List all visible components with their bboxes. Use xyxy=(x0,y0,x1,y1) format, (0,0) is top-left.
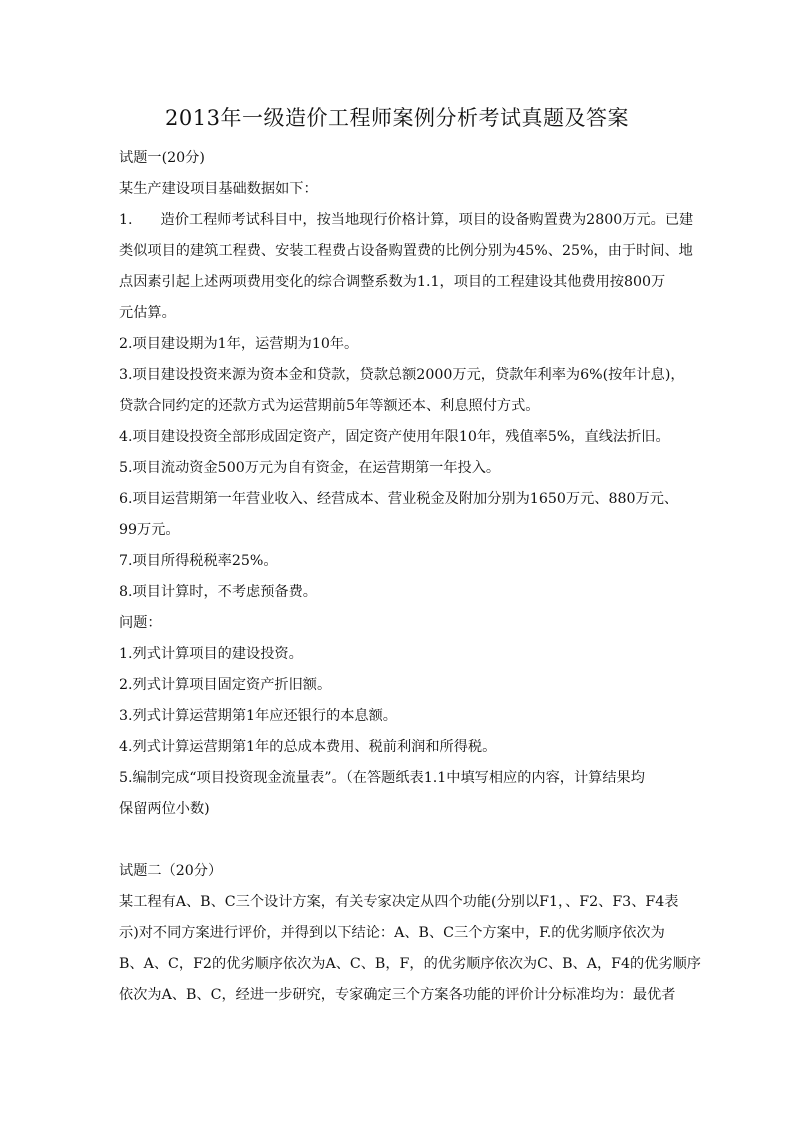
paragraph-line: 5.项目流动资金500万元为自有资金，在运营期第一年投入。 xyxy=(119,460,501,476)
question-item: 3.列式计算运营期第1年应还银行的本息额。 xyxy=(119,708,397,724)
section-heading-1: 试题一(20分) xyxy=(119,150,205,166)
paragraph-line: 8.项目计算时，不考虑预备费。 xyxy=(119,584,317,600)
paragraph-line: 点因素引起上述两项费用变化的综合调整系数为1.1，项目的工程建设其他费用按800万 xyxy=(119,274,666,290)
paragraph-line: 99万元。 xyxy=(119,522,180,538)
paragraph-line: 保留两位小数) xyxy=(119,801,210,817)
question-item: 4.列式计算运营期第1年的总成本费用、税前利润和所得税。 xyxy=(119,739,497,755)
paragraph-line xyxy=(119,205,694,236)
document-title: 2013年一级造价工程师案例分析考试真题及答案 xyxy=(165,106,629,130)
list-number: 1. xyxy=(119,212,133,228)
paragraph-line: 某工程有A、B、C三个设计方案，有关专家决定从四个功能(分别以F1，、F2、F3、F4表 xyxy=(119,894,679,910)
question-item: 2.列式计算项目固定资产折旧额。 xyxy=(119,677,332,693)
paragraph-line: B、A、C，F2的优劣顺序依次为A、C、B，F，的优劣顺序依次为C、B、A，F4的优劣顺序 xyxy=(119,956,701,972)
paragraph-line: 6.项目运营期第一年营业收入、经营成本、营业税金及附加分别为1650万元、880万元、 xyxy=(119,491,679,507)
questions-heading: 问题： xyxy=(119,615,162,631)
paragraph-line: 贷款合同约定的还款方式为运营期前5年等额还本、利息照付方式。 xyxy=(119,398,540,414)
paragraph-line: 示)对不同方案进行评价，并得到以下结论：A、B、C三个方案中，F.的优劣顺序依次为 xyxy=(119,925,665,941)
question-item: 5.编制完成“项目投资现金流量表”。（在答题纸表1.1中填写相应的内容，计算结果均 xyxy=(119,770,645,786)
list-text: 造价工程师考试科目中，按当地现行价格计算，项目的设备购置费为2800万元。已建 xyxy=(160,212,694,228)
paragraph-line: 2.项目建设期为1年，运营期为10年。 xyxy=(119,336,359,352)
question-item: 1.列式计算项目的建设投资。 xyxy=(119,646,303,662)
paragraph-line: 某生产建设项目基础数据如下： xyxy=(119,181,318,197)
paragraph-line: 3.项目建设投资来源为资本金和贷款，贷款总额2000万元，贷款年利率为6%(按年计息)， xyxy=(119,367,685,383)
section-heading-2: 试题二（20分） xyxy=(119,863,223,879)
paragraph-line: 元估算。 xyxy=(119,305,176,321)
paragraph-line: 依次为A、B、C，经进一步研究，专家确定三个方案各功能的评价计分标准均为：最优者 xyxy=(119,987,676,1003)
paragraph-line: 7.项目所得税税率25%。 xyxy=(119,553,278,569)
paragraph-line: 4.项目建设投资全部形成固定资产，固定资产使用年限10年，残值率5%，直线法折旧。 xyxy=(119,429,670,445)
paragraph-line: 类似项目的建筑工程费、安装工程费占设备购置费的比例分别为45%、25%，由于时间、地 xyxy=(119,243,693,259)
